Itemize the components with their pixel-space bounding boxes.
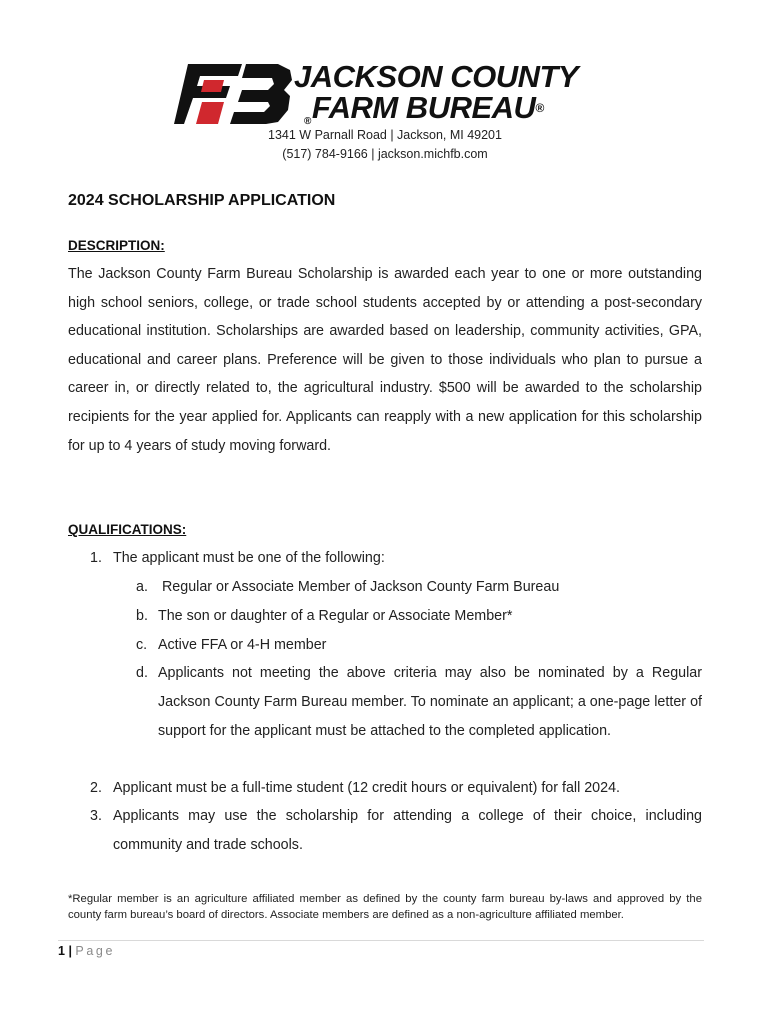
- list-item-text: Applicant must be a full-time student (12 credit hours or equivalent) for fall 2024.: [113, 780, 621, 796]
- page-footer: [58, 944, 115, 958]
- farm-bureau-logo: [174, 59, 598, 127]
- registered-mark: ®: [304, 116, 311, 127]
- qualifications-heading: QUALIFICATIONS:: [68, 522, 187, 537]
- page-number: 1: [58, 944, 65, 958]
- sub-item-letter: c.: [136, 637, 148, 653]
- page-title: 2024 SCHOLARSHIP APPLICATION: [68, 192, 336, 209]
- sub-item-letter: a.: [136, 579, 148, 595]
- sub-item-letter: b.: [136, 608, 148, 624]
- page-word: Page: [75, 944, 116, 958]
- sub-item-text: Regular or Associate Member of Jackson County Farm Bureau: [158, 579, 560, 595]
- list-item-number: 2.: [90, 780, 102, 796]
- description-body: The Jackson County Farm Bureau Scholarship is awarded each year to one or more outstanding high school seniors, college, or trade school students accepted by or attending a post-secondary educational institution. Scholarships are awarded based on leadership, community activities, GPA, educational and career plans. Preference will be given to those individuals who plan to pursue a career in, or directly related to, the agricultural industry. $500 will be awarded to the scholarship recipients for the year applied for. Applicants can reapply with a new application for this scholarship for up to 4 years of study moving forward.: [68, 266, 702, 454]
- logo-line1: JACKSON COUNTY: [294, 59, 579, 94]
- footer-divider: [58, 940, 704, 941]
- fb-mark-icon: [174, 62, 294, 126]
- contact-line: (517) 784-9166 | jackson.michfb.com: [282, 147, 488, 161]
- page-separator: |: [68, 944, 72, 958]
- footnote: *Regular member is an agriculture affiliated member as defined by the county farm bureau by-laws and approved by the county farm bureau’s board of directors. Associate members are defined as a non-agriculture affiliated member.: [68, 893, 702, 921]
- sub-item-text: The son or daughter of a Regular or Associate Member*: [158, 608, 513, 624]
- sub-item-letter: d.: [136, 665, 148, 681]
- list-item-text: The applicant must be one of the following:: [113, 550, 385, 566]
- logo-line2: FARM BUREAU: [311, 90, 536, 125]
- sub-item-text: Active FFA or 4-H member: [158, 637, 327, 653]
- address-line: 1341 W Parnall Road | Jackson, MI 49201: [268, 128, 502, 142]
- description-heading: DESCRIPTION:: [68, 238, 165, 253]
- list-item-text: Applicants may use the scholarship for attending a college of their choice, including community and trade schools.: [113, 808, 702, 853]
- sub-item-text: Applicants not meeting the above criteria may also be nominated by a Regular Jackson County Farm Bureau member. To nominate an applicant; a one-page letter of support for the applicant must be attached to the completed application.: [158, 665, 702, 739]
- list-item-number: 1.: [90, 550, 102, 566]
- list-item-number: 3.: [90, 808, 102, 824]
- registered-mark-2: ®: [535, 101, 544, 115]
